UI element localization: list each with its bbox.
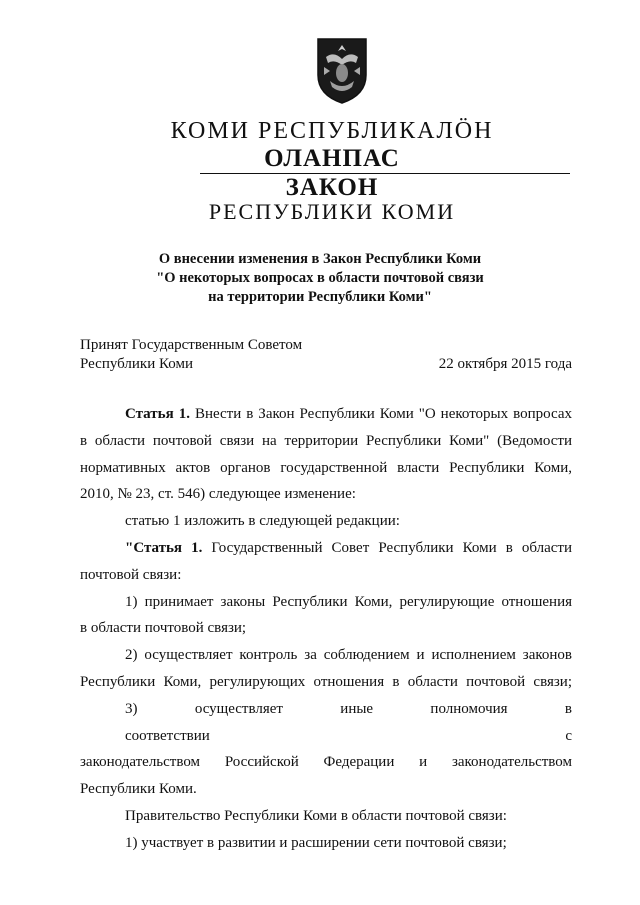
law-title [0, 250, 640, 307]
item-1-line-2: в области почтовой связи; [80, 620, 247, 637]
quoted-article-label: "Статья 1. [125, 539, 203, 556]
adopted-by-line-1: Принят Государственным Советом [80, 337, 303, 353]
quoted-article-text-1: Государственный Совет Республики Коми в области [202, 539, 572, 556]
article-1-line-2: в области почтовой связи на территории Республики Коми" (Ведомости [80, 432, 572, 449]
government-line: Правительство Республики Коми в области почтовой связи: [125, 807, 507, 824]
header-olanpas: ОЛАНПАС [264, 145, 400, 172]
article-1-line-4: 2010, № 23, ст. 546) следующее изменение: [80, 486, 356, 503]
item-2-line-2: Республики Коми, регулирующих отношения в области почтовой связи; [80, 673, 572, 690]
redaction-line: статью 1 изложить в следующей редакции: [125, 513, 400, 530]
government-item-1: 1) участвует в развитии и расширении сети почтовой связи; [125, 834, 507, 851]
item-2-line-1: 2) осуществляет контроль за соблюдением и исполнением законов [125, 647, 572, 664]
adoption-block [80, 336, 572, 374]
header-komi-line: КОМИ РЕСПУБЛИКАЛÖН [170, 118, 494, 144]
item-3-line-2: законодательством Российской Федерации и законодательством [80, 754, 572, 771]
adoption-date: 22 октября 2015 года [438, 356, 572, 372]
item-1-line-1: 1) принимает законы Республики Коми, регулирующие отношения [125, 593, 572, 610]
article-1-label: Статья 1. [125, 406, 190, 422]
item-3-line-3: Республики Коми. [80, 781, 197, 798]
article-1-text-1: Внести в Закон Республики Коми "О некоторых вопросах [189, 406, 572, 422]
law-title-line-3: на территории Республики Коми" [208, 289, 432, 305]
quoted-article-line-1 [80, 535, 572, 562]
coat-of-arms-icon [316, 35, 368, 105]
law-body [80, 401, 572, 857]
article-1-line-1 [80, 401, 572, 428]
adopted-by-line-2: Республики Коми [80, 356, 193, 372]
law-title-line-2: "О некоторых вопросах в области почтовой связи [156, 270, 484, 286]
item-3-line-1: 3) осуществляет иные полномочия в соответствии с [125, 700, 572, 744]
quoted-article-line-2: почтовой связи: [80, 566, 182, 583]
header-zakon: ЗАКОН [285, 174, 379, 201]
header-respubliki: РЕСПУБЛИКИ КОМИ [208, 199, 456, 224]
law-title-line-1: О внесении изменения в Закон Республики Коми [158, 251, 482, 267]
article-1-line-3: нормативных актов органов государственной власти Республики Коми, [80, 459, 572, 476]
